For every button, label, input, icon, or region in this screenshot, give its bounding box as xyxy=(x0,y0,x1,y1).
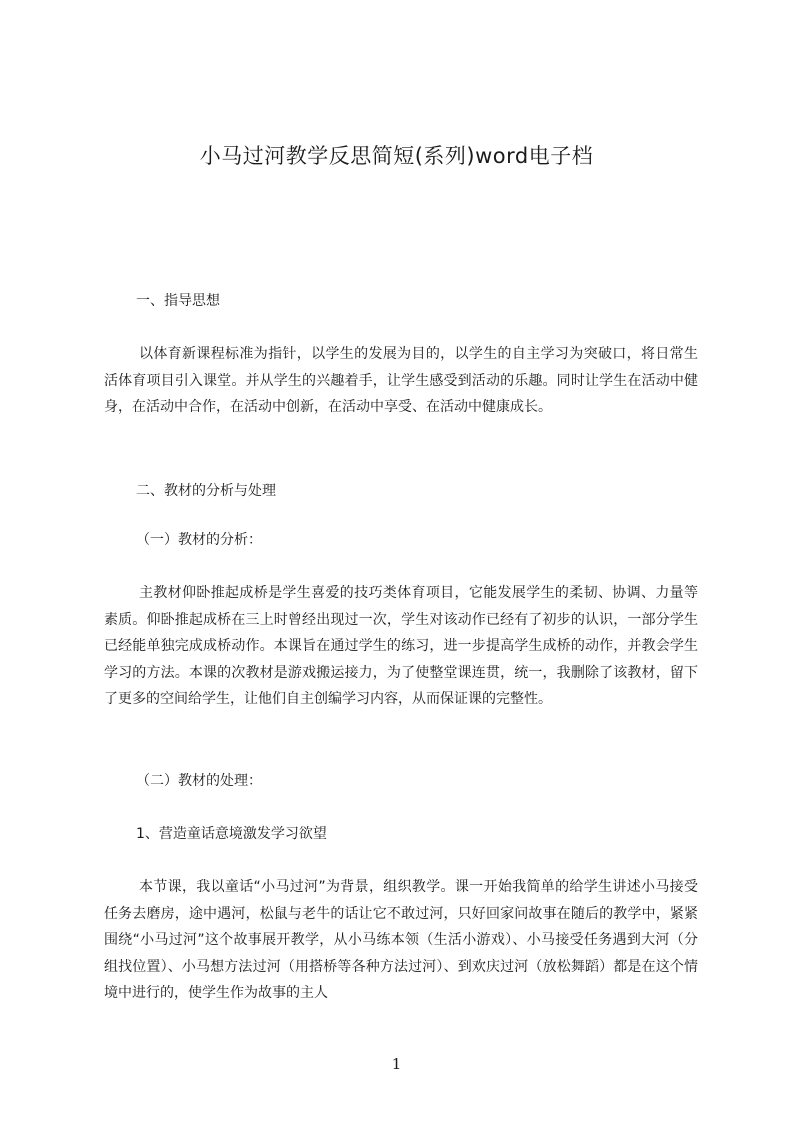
guiding-ideology-paragraph: 以体育新课程标准为指针，以学生的发展为目的，以学生的自主学习为突破口，将日常生活体育项目引入课堂。并从学生的兴趣着手，让学生感受到活动的乐趣。同时让学生在活动中健身，在活动中合作，在活动中创新，在活动中享受、在活动中健康成长。 xyxy=(104,346,698,415)
item-heading-fairy-tale: 1、营造童话意境激发学习欲望 xyxy=(136,826,327,842)
page-number: 1 xyxy=(391,1055,402,1073)
subsection-heading-analysis: （一）教材的分析： xyxy=(136,532,262,548)
section-heading-guiding-ideology: 一、指导思想 xyxy=(136,293,220,309)
section-heading-material-analysis: 二、教材的分析与处理 xyxy=(136,483,276,499)
document-title: 小马过河教学反思简短(系列)word电子档 xyxy=(199,144,594,168)
subsection-heading-processing: （二）教材的处理： xyxy=(136,773,262,789)
fairy-tale-paragraph: 本节课，我以童话“小马过河”为背景，组织教学。课一开始我简单的给学生讲述小马接受任务去磨房，途中遇河，松鼠与老牛的话让它不敢过河，只好回家问故事在随后的教学中，紧紧围绕“小马过河”这个故事展开教学，从小马练本领（生活小游戏）、小马接受任务遇到大河（分组找位置）、小马想方法过河（用搭桥等各种方法过河）、到欢庆过河（放松舞蹈）都是在这个情境中进行的，使学生作为故事的主人 xyxy=(104,879,698,1001)
material-analysis-paragraph: 主教材仰卧推起成桥是学生喜爱的技巧类体育项目，它能发展学生的柔韧、协调、力量等素质。仰卧推起成桥在三上时曾经出现过一次，学生对该动作已经有了初步的认识，一部分学生已经能单独完成成桥动作。本课旨在通过学生的练习，进一步提高学生成桥的动作，并教会学生学习的方法。本课的次教材是游戏搬运接力，为了使整堂课连贯，统一，我删除了该教材，留下了更多的空间给学生，让他们自主创编学习内容，从而保证课的完整性。 xyxy=(104,585,698,707)
